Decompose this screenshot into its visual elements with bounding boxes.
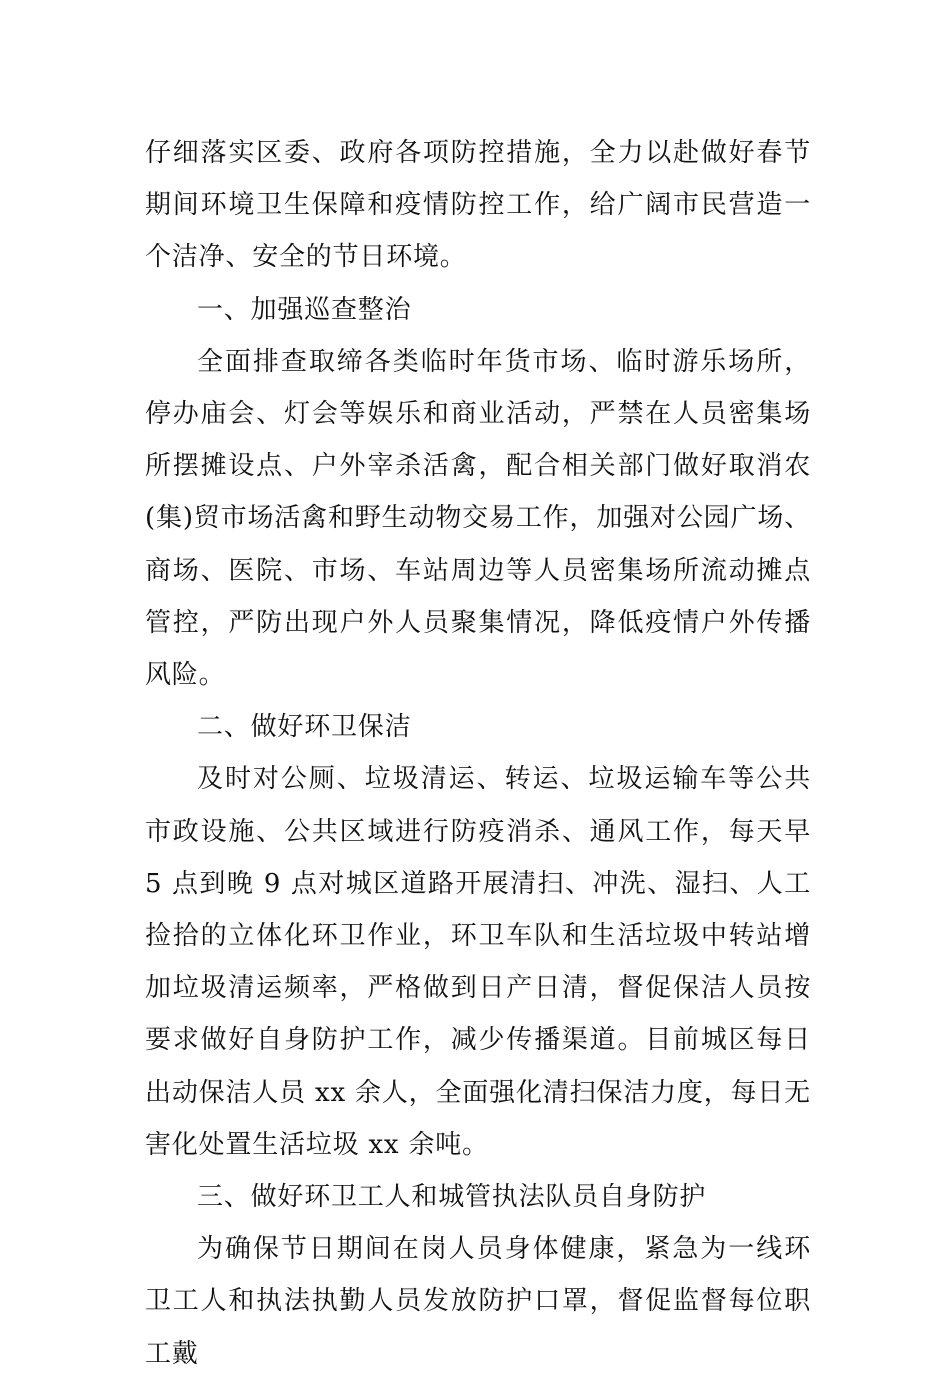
paragraph-section-3: 为确保节日期间在岗人员身体健康，紧急为一线环卫工人和执法执勤人员发放防护口罩，督促监督每位职工戴 (145, 1234, 811, 1369)
paragraph-section-1: 全面排查取缔各类临时年货市场、临时游乐场所，停办庙会、灯会等娱乐和商业活动，严禁在人员密集场所摆摊设点、户外宰杀活禽，配合相关部门做好取消农(集)贸市场活禽和野生动物交易工作，加强对公园广场、商场、医院、市场、车站周边等人员密集场所流动摊点管控，严防出现户外人员聚集情况，降低疫情户外传播风险。 (145, 346, 811, 691)
paragraph-intro-continuation: 仔细落实区委、政府各项防控措施，全力以赴做好春节期间环境卫生保障和疫情防控工作，给广阔市民营造一个洁净、安全的节日环境。 (145, 138, 811, 273)
section-heading-1: 一、加强巡查整治 (197, 294, 412, 325)
paragraph-section-2: 及时对公厕、垃圾清运、转运、垃圾运输车等公共市政设施、公共区域进行防疫消杀、通风工作，每天早 5 点到晚 9 点对城区道路开展清扫、冲洗、湿扫、人工捡拾的立体化环卫作业，环卫车队和生活垃圾中转站增加垃圾清运频率，严格做到日产日清，督促保洁人员按要求做好自身防护工作，减少传播渠道。目前城区每日出动保洁人员 xx 余人，全面强化清扫保洁力度，每日无害化处置生活垃圾 xx 余吨。 (145, 764, 811, 1160)
section-heading-3: 三、做好环卫工人和城管执法队员自身防护 (197, 1182, 707, 1213)
document-body (145, 127, 811, 1380)
section-heading-2: 二、做好环卫保洁 (197, 712, 412, 743)
